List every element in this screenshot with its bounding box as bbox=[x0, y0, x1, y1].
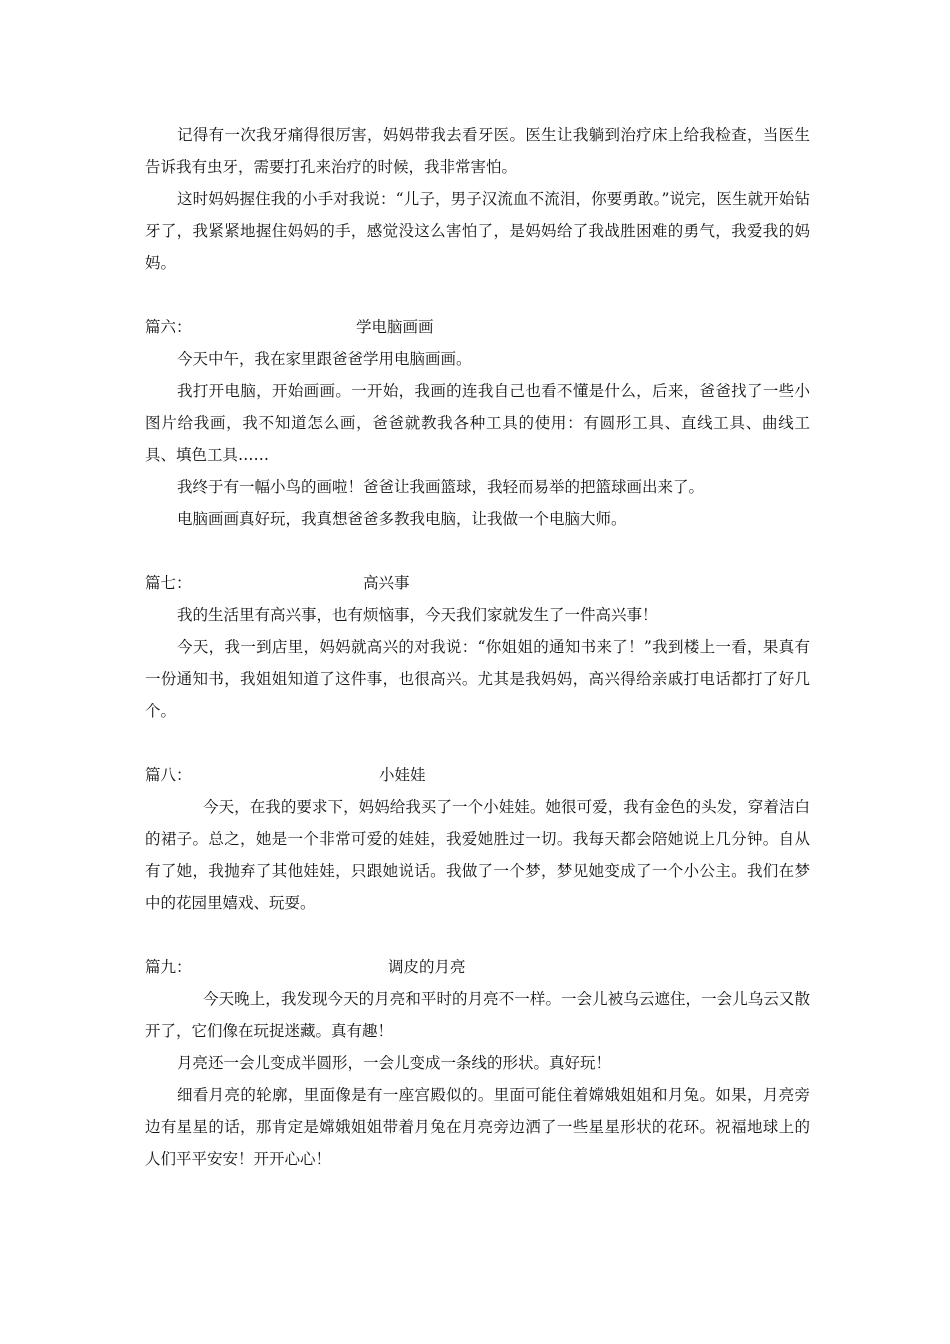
paragraph: 细看月亮的轮廓，里面像是有一座宫殿似的。里面可能住着嫦娥姐姐和月兔。如果，月亮旁边有星星的话，那肯定是嫦娥姐姐带着月兔在月亮旁边洒了一些星星形状的花环。祝福地球上的人们平平安安！开开心心！ bbox=[145, 1086, 810, 1168]
section-heading: 篇六： 学电脑画画 bbox=[145, 311, 810, 343]
document-page bbox=[145, 119, 810, 1175]
paragraph: 我打开电脑，开始画画。一开始，我画的连我自己也看不懂是什么，后来，爸爸找了一些小图片给我画，我不知道怎么画，爸爸就教我各种工具的使用：有圆形工具、直线工具、曲线工具、填色工具…… bbox=[145, 382, 810, 464]
paragraph: 我终于有一幅小鸟的画啦！爸爸让我画篮球，我轻而易举的把篮球画出来了。 bbox=[177, 478, 705, 496]
paragraph: 今天中午，我在家里跟爸爸学用电脑画画。 bbox=[177, 350, 472, 368]
paragraph: 今天，在我的要求下，妈妈给我买了一个小娃娃。她很可爱，我有金色的头发，穿着洁白的裙子。总之，她是一个非常可爱的娃娃，我爱她胜过一切。我每天都会陪她说上几分钟。自从有了她，我抛弃了其他娃娃，只跟她说话。我做了一个梦，梦见她变成了一个小公主。我们在梦中的花园里嬉戏、玩耍。 bbox=[145, 798, 810, 912]
paragraph: 今天晚上，我发现今天的月亮和平时的月亮不一样。一会儿被乌云遮住，一会儿乌云又散开了，它们像在玩捉迷藏。真有趣！ bbox=[145, 990, 810, 1040]
section-heading: 篇九： 调皮的月亮 bbox=[145, 951, 810, 983]
paragraph: 记得有一次我牙痛得很厉害，妈妈带我去看牙医。医生让我躺到治疗床上给我检查，当医生告诉我有虫牙，需要打孔来治疗的时候，我非常害怕。 bbox=[145, 126, 810, 176]
section-heading: 篇七： 高兴事 bbox=[145, 567, 810, 599]
paragraph: 月亮还一会儿变成半圆形，一会儿变成一条线的形状。真好玩！ bbox=[177, 1054, 612, 1072]
section-8 bbox=[145, 759, 810, 919]
paragraph: 今天，我一到店里，妈妈就高兴的对我说：“你姐姐的通知书来了！”我到楼上一看，果真有一份通知书，我姐姐知道了这件事，也很高兴。尤其是我妈妈，高兴得给亲戚打电话都打了好几个。 bbox=[145, 638, 810, 720]
section-title: 学电脑画画 bbox=[356, 318, 434, 336]
intro-section bbox=[145, 119, 810, 279]
section-title: 高兴事 bbox=[363, 574, 410, 592]
paragraph: 电脑画画真好玩，我真想爸爸多教我电脑，让我做一个电脑大师。 bbox=[177, 510, 627, 528]
section-title: 调皮的月亮 bbox=[388, 958, 466, 976]
section-6 bbox=[145, 311, 810, 535]
section-9 bbox=[145, 951, 810, 1175]
section-heading: 篇八： 小娃娃 bbox=[145, 759, 810, 791]
section-7 bbox=[145, 567, 810, 727]
paragraph: 我的生活里有高兴事，也有烦恼事，今天我们家就发生了一件高兴事！ bbox=[177, 606, 658, 624]
section-title: 小娃娃 bbox=[379, 766, 426, 784]
paragraph: 这时妈妈握住我的小手对我说：“儿子，男子汉流血不流泪，你要勇敢。”说完，医生就开始钻牙了，我紧紧地握住妈妈的手，感觉没这么害怕了，是妈妈给了我战胜困难的勇气，我爱我的妈妈。 bbox=[145, 190, 810, 272]
